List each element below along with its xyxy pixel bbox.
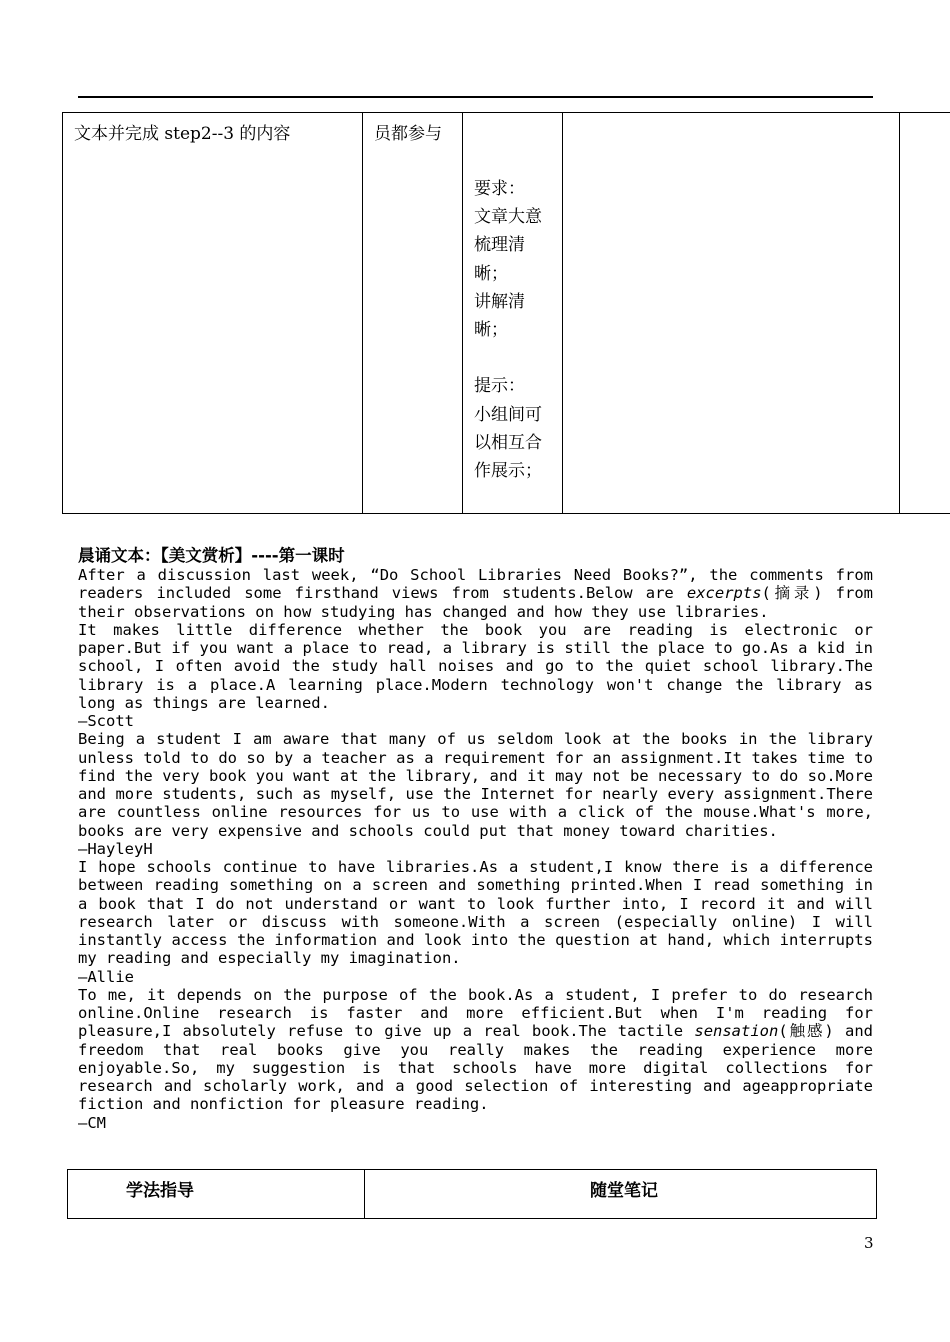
cm-text-b: (触感) and freedom that real books give you really makes the reading experience more enjoyable.So, my suggestion is that schools have more digital collections for research and scholarly work, and a good selection of interesting and ageappropriate fiction and nonfiction for pleasure reading. — [78, 1022, 873, 1114]
requirement-line — [474, 344, 542, 372]
requirement-line: 提示： — [474, 376, 525, 397]
guidance-notes-table — [67, 1169, 877, 1219]
requirement-line: 小组间可 — [474, 404, 542, 425]
activity-table — [62, 112, 950, 514]
sensation-term: sensation — [694, 1022, 779, 1041]
paragraph-hayley: Being a student I am aware that many of us seldom look at the books in the library unless told to do so by a teacher as a requirement for an assignment.It takes time to find the very book you want at the library, and it may not be necessary to do so.More and more students, such as myself, use the Internet for nearly every assignment.There are countless online resources for us to use with a click of the mouse.What's more, books are very expensive and schools could put that money toward charities. — [78, 730, 873, 840]
section-title: 晨诵文本：【美文赏析】----第一课时 — [78, 546, 345, 565]
requirement-line: 文章大意 — [474, 207, 542, 228]
intro-text-b: (摘录) from their observations on how studying has changed and how they use libraries. — [78, 584, 873, 621]
paragraph-allie: I hope schools continue to have libraries.As a student,I know there is a difference between reading something on a screen and something printed.When I read something in a book that I do not understand or want to look further into, I record it and will research later or discuss with someone.With a screen (especially online) I will instantly access the information and look into the question at hand, which interrupts my reading and especially my imagination. — [78, 858, 873, 968]
header-rule — [78, 96, 873, 98]
table-divider — [364, 1170, 365, 1218]
signature-cm: —CM — [78, 1113, 106, 1132]
excerpts-term: excerpts — [686, 584, 762, 603]
paragraph-scott: It makes little difference whether the book you are reading is electronic or paper.But if you want a place to read, a library is still the place to go.As a kid in school, I often avoid the study hall noises and go to the quiet school library.The library is a place.A learning place.Modern technology won't change the library as long as things are learned. — [78, 620, 873, 712]
participation-text: 员都参与 — [374, 124, 442, 144]
table-cell-requirements — [462, 113, 562, 513]
requirement-line: 晰； — [474, 320, 508, 341]
table-cell-task — [62, 113, 362, 513]
cm-text-a: To me, it depends on the purpose of the book.As a student, I prefer to do research online.Online research is faster and more efficient.But when I'm reading for pleasure,I absolutely refuse to give up a real book.The tactile — [78, 985, 873, 1041]
intro-text-a: After a discussion last week, “Do School Libraries Need Books?”, the comments from readers included some firsthand views from students.Below are — [78, 566, 873, 603]
class-notes-label: 随堂笔记 — [590, 1181, 658, 1201]
requirements-list — [474, 175, 542, 485]
paragraph-intro — [78, 566, 873, 621]
paragraph-cm — [78, 986, 873, 1114]
requirement-line: 晰； — [474, 263, 508, 284]
requirement-line: 以相互合 — [474, 432, 542, 453]
signature-scott: —Scott — [78, 712, 134, 730]
requirement-line: 要求： — [474, 179, 525, 199]
study-guidance-label: 学法指导 — [126, 1181, 194, 1201]
signature-hayley: —HayleyH — [78, 839, 153, 858]
page-number: 3 — [864, 1234, 874, 1252]
signature-allie: —Allie — [78, 967, 134, 986]
reading-section — [78, 546, 873, 1132]
table-cell-notes — [562, 113, 899, 513]
table-cell-participation — [362, 113, 462, 513]
requirement-line: 梳理清 — [474, 235, 525, 256]
requirement-line: 讲解清 — [474, 291, 525, 312]
table-cell-extra — [899, 113, 950, 513]
requirement-line: 作展示； — [474, 461, 542, 482]
task-text: 文本并完成 step2--3 的内容 — [74, 124, 291, 144]
